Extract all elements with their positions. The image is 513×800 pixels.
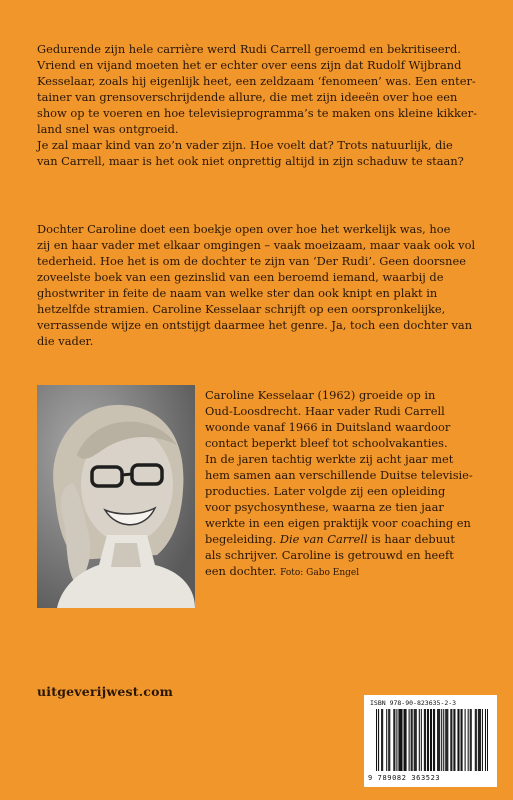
barcode-bar — [447, 709, 448, 771]
barcode-bar — [378, 709, 379, 771]
barcode-bar — [465, 709, 466, 771]
barcode-bar — [482, 709, 483, 771]
author-bio — [205, 387, 485, 581]
barcode-bar — [394, 709, 395, 771]
barcode-bar — [438, 709, 439, 771]
barcode-bar — [381, 709, 382, 771]
barcode-bar — [396, 709, 397, 771]
ean-digits: 9 789082 363523 — [368, 774, 441, 782]
barcode-bar — [401, 709, 402, 771]
bio-line: contact beperkt bleef tot schoolvakanties. — [205, 436, 448, 450]
text-line: ghostwriter in feite de naam van welke ster dan ook knipt en plakt in — [37, 286, 438, 300]
barcode-bar — [445, 709, 446, 771]
barcode-bar — [406, 709, 407, 771]
barcode-bar — [416, 709, 417, 771]
text-line: Kesselaar, zoals hij eigenlijk heet, een zeldzaam ‘fenomeen’ was. Een enter- — [37, 74, 476, 88]
barcode-bar — [480, 709, 481, 771]
text-line: Vriend en vijand moeten het er echter over eens zijn dat Rudolf Wijbrand — [37, 58, 462, 72]
barcode-bar — [424, 709, 425, 771]
barcode-bar — [487, 709, 488, 771]
barcode-bar — [485, 709, 486, 771]
barcode-bar — [457, 709, 458, 771]
bio-line: werkte in een eigen praktijk voor coaching en — [205, 516, 471, 530]
text-line: show op te voeren en hoe televisieprogramma’s te maken ons kleine kikker- — [37, 106, 477, 120]
barcode-bar — [441, 709, 442, 771]
bio-line: als schrijver. Caroline is getrouwd en heeft — [205, 548, 454, 562]
barcode-bar — [453, 709, 454, 771]
barcode-bar — [382, 709, 383, 771]
barcode-bar — [434, 709, 435, 771]
barcode-bar — [476, 709, 477, 771]
barcode-bar — [462, 709, 463, 771]
barcode-bar — [400, 709, 401, 771]
barcode-bar — [470, 709, 471, 771]
bio-line: producties. Later volgde zij een opleiding — [205, 484, 446, 498]
barcode-bar — [411, 709, 412, 771]
barcode-bar — [376, 709, 377, 771]
barcode-bar — [471, 709, 472, 771]
barcode-bar — [468, 709, 469, 771]
barcode-bar — [425, 709, 426, 771]
author-portrait-image — [37, 385, 195, 608]
barcode-bar — [431, 709, 432, 771]
bio-line: begeleiding. — [205, 532, 280, 546]
barcode-bar — [403, 709, 404, 771]
barcode-bar — [415, 709, 416, 771]
barcode-bar — [450, 709, 451, 771]
text-line: verrassende wijze en ontstijgt daarmee het genre. Ja, toch een dochter van — [37, 318, 473, 332]
text-line: van Carrell, maar is het ook niet onprettig altijd in zijn schaduw te staan? — [37, 154, 464, 168]
intro-paragraph — [37, 41, 480, 169]
bio-line: woonde vanaf 1966 in Duitsland waardoor — [205, 420, 451, 434]
barcode-bar — [475, 709, 476, 771]
barcode-label — [364, 695, 497, 787]
bio-line: Oud-Loosdrecht. Haar vader Rudi Carrell — [205, 404, 445, 418]
text-line: tainer van grensoverschrijdende allure, die met zijn ideeën over hoe een — [37, 90, 458, 104]
barcode-bar — [419, 709, 420, 771]
book-title: Die van Carrell — [279, 532, 368, 546]
text-line: die vader. — [37, 334, 94, 348]
barcode-bar — [393, 709, 394, 771]
text-line: hetzelfde stramien. Caroline Kesselaar schrijft op een oorspronkelijke, — [37, 302, 446, 316]
barcode-bar — [433, 709, 434, 771]
barcode-bar — [446, 709, 447, 771]
bio-line: voor psychosynthese, waarna ze tien jaar — [205, 500, 444, 514]
barcode-bar — [479, 709, 480, 771]
barcode-bar — [428, 709, 429, 771]
bio-line: In de jaren tachtig werkte zij acht jaar met — [205, 452, 454, 466]
barcode-bar — [451, 709, 452, 771]
publisher-url: uitgeverijwest.com — [37, 684, 174, 699]
author-photo — [37, 385, 195, 608]
description-paragraph — [37, 221, 480, 349]
bio-line: is haar debuut — [367, 532, 455, 546]
barcode-bar — [412, 709, 413, 771]
bio-line: Caroline Kesselaar (1962) groeide op in — [205, 388, 436, 402]
barcode-bar — [399, 709, 400, 771]
barcode-bar — [414, 709, 415, 771]
barcode-bar — [427, 709, 428, 771]
barcode-bar — [409, 709, 410, 771]
barcode-bar — [461, 709, 462, 771]
barcode-bar — [458, 709, 459, 771]
barcode-bar — [398, 709, 399, 771]
barcode-bar — [437, 709, 438, 771]
text-line: tederheid. Hoe het is om de dochter te zijn van ‘Der Rudi’. Geen doorsnee — [37, 254, 466, 268]
text-line: zij en haar vader met elkaar omgingen – vaak moeizaam, maar vaak ook vol — [37, 238, 476, 252]
text-line: zoveelste boek van een gezinslid van een beroemd iemand, waarbij de — [37, 270, 444, 284]
isbn-number: ISBN 978-90-823635-2-3 — [370, 699, 457, 707]
bio-line: een dochter. — [205, 564, 281, 578]
text-line: Gedurende zijn hele carrière werd Rudi Carrell geroemd en bekritiseerd. — [37, 42, 461, 56]
barcode-icon — [376, 709, 488, 771]
barcode-bar — [443, 709, 444, 771]
photo-credit: Foto: Gabo Engel — [280, 568, 360, 578]
barcode-bar — [430, 709, 431, 771]
barcode-bar — [454, 709, 455, 771]
barcode-bar — [388, 709, 389, 771]
barcode-bar — [386, 709, 387, 771]
barcode-bar — [405, 709, 406, 771]
barcode-bar — [389, 709, 390, 771]
barcode-bar — [478, 709, 479, 771]
text-line: Je zal maar kind van zo’n vader zijn. Hoe voelt dat? Trots natuurlijk, die — [37, 138, 453, 152]
text-line: land snel was ontgroeid. — [37, 122, 179, 136]
barcode-bar — [439, 709, 440, 771]
bio-line: hem samen aan verschillende Duitse televisie- — [205, 468, 473, 482]
barcode-bar — [421, 709, 422, 771]
text-line: Dochter Caroline doet een boekje open over hoe het werkelijk was, hoe — [37, 222, 451, 236]
